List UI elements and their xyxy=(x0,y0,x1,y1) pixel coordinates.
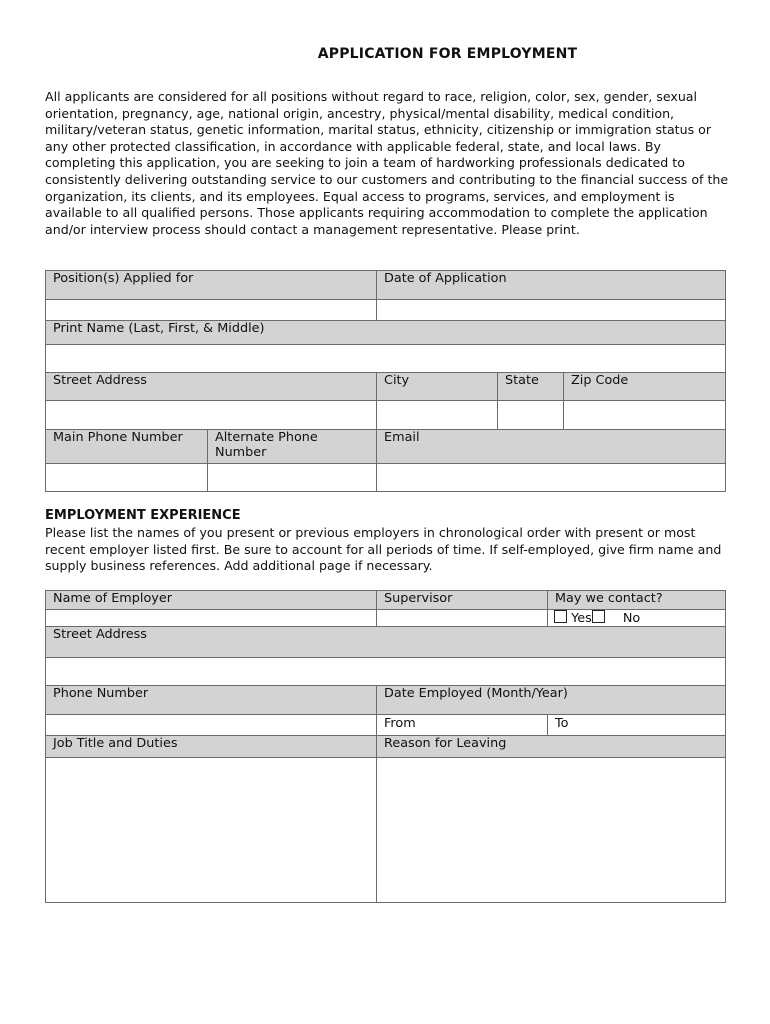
yes-label: Yes xyxy=(571,611,592,626)
date-of-application-label: Date of Application xyxy=(377,271,726,300)
alternate-phone-field[interactable] xyxy=(208,464,377,492)
street-address-field[interactable] xyxy=(46,401,377,430)
from-field[interactable]: From xyxy=(377,715,548,736)
employment-experience-heading: EMPLOYMENT EXPERIENCE xyxy=(45,508,241,523)
main-phone-label: Main Phone Number xyxy=(46,430,208,464)
no-checkbox[interactable] xyxy=(592,610,605,623)
yes-checkbox[interactable] xyxy=(554,610,567,623)
job-title-label: Job Title and Duties xyxy=(46,736,377,758)
email-label: Email xyxy=(377,430,726,464)
employer-phone-field[interactable] xyxy=(46,715,377,736)
reason-for-leaving-field[interactable] xyxy=(377,758,726,903)
position-field[interactable] xyxy=(46,300,377,321)
date-of-application-field[interactable] xyxy=(377,300,726,321)
state-field[interactable] xyxy=(498,401,564,430)
no-label: No xyxy=(622,611,641,626)
may-we-contact-label: May we contact? xyxy=(548,591,726,610)
contact-options xyxy=(548,610,726,627)
email-field[interactable] xyxy=(377,464,726,492)
print-name-field[interactable] xyxy=(46,345,726,373)
city-field[interactable] xyxy=(377,401,498,430)
city-label: City xyxy=(377,373,498,401)
street-address-label: Street Address xyxy=(46,373,377,401)
employer-street-field[interactable] xyxy=(46,658,726,686)
reason-for-leaving-label: Reason for Leaving xyxy=(377,736,726,758)
employment-experience-description: Please list the names of you present or previous employers in chronological order with present or most recent employer listed first. Be sure to account for all periods of time. If self-employed, give firm name and supply business references. Add additional page if necessary. xyxy=(45,525,722,574)
alternate-phone-label: Alternate Phone Number xyxy=(208,430,377,464)
to-field[interactable]: To xyxy=(548,715,726,736)
personal-info-table xyxy=(45,270,726,492)
main-phone-field[interactable] xyxy=(46,464,208,492)
employer-street-label: Street Address xyxy=(46,627,726,658)
zip-code-field[interactable] xyxy=(564,401,726,430)
intro-paragraph: All applicants are considered for all positions without regard to race, religion, color, sex, gender, sexual orientation, pregnancy, age, national origin, ancestry, physical/mental disability, medical condition, military/veteran status, genetic information, marital status, ethnicity, citizenship or immigration status or any other protected classification, in accordance with applicable federal, state, and local laws. By completing this application, you are seeking to join a team of hardworking professionals dedicated to consistently delivering outstanding service to our customers and contributing to the financial success of the organization, its clients, and its employees. Equal access to programs, services, and employment is available to all qualified persons. Those applicants requiring accommodation to complete the application and/or interview process should contact a management representative. Please print. xyxy=(45,89,729,237)
state-label: State xyxy=(498,373,564,401)
page-title: APPLICATION FOR EMPLOYMENT xyxy=(317,46,578,62)
employer-phone-label: Phone Number xyxy=(46,686,377,715)
employer-name-field[interactable] xyxy=(46,610,377,627)
print-name-label: Print Name (Last, First, & Middle) xyxy=(46,321,726,345)
supervisor-field[interactable] xyxy=(377,610,548,627)
supervisor-label: Supervisor xyxy=(377,591,548,610)
employment-table xyxy=(45,590,726,903)
employer-name-label: Name of Employer xyxy=(46,591,377,610)
job-title-field[interactable] xyxy=(46,758,377,903)
zip-code-label: Zip Code xyxy=(564,373,726,401)
date-employed-label: Date Employed (Month/Year) xyxy=(377,686,726,715)
position-label: Position(s) Applied for xyxy=(46,271,377,300)
